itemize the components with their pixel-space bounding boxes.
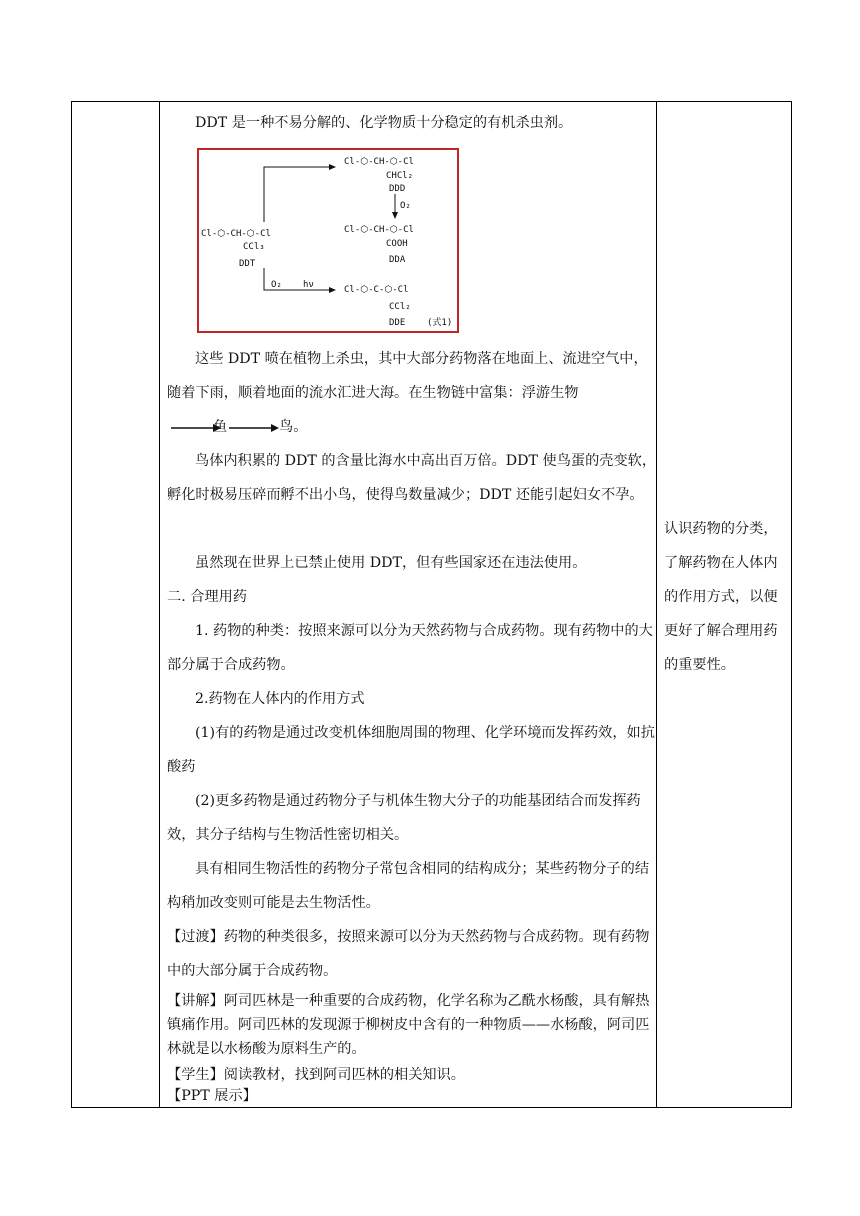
dda-substituent: COOH	[386, 239, 408, 249]
o2-label: O₂	[400, 201, 411, 211]
paragraph-action-2: (2)更多药物是通过药物分子与机体生物大分子的功能基团结合而发挥药效，其分子结构与生物活性密切相关。	[167, 793, 641, 843]
paragraph-student: 【学生】阅读教材，找到阿司匹林的相关知识。	[167, 1067, 465, 1083]
arrowhead	[329, 287, 336, 293]
chain-arrow-icon	[229, 423, 279, 433]
equation-label: (式1)	[427, 318, 453, 328]
scheme-svg	[199, 150, 457, 331]
paragraph-action-heading: 2.药物在人体内的作用方式	[195, 691, 365, 707]
column-divider	[159, 102, 160, 1107]
lesson-table	[71, 101, 792, 1108]
paragraph-bird-effect: 鸟体内积累的 DDT 的含量比海水中高出百万倍。DDT 使鸟蛋的壳变软，孵化时极易压碎而孵不出小鸟，使得鸟数量减少；DDT 还能引起妇女不孕。	[167, 453, 657, 503]
paragraph-lecture: 【讲解】阿司匹林是一种重要的合成药物，化学名称为乙酰水杨酸，具有解热镇痛作用。阿司匹林的发现源于柳树皮中含有的一种物质——水杨酸，阿司匹林就是以水杨酸为原料生产的。	[167, 993, 650, 1057]
arrow-o2-label: O₂	[271, 280, 282, 290]
arrow-hv-label: hν	[303, 280, 314, 290]
paragraph-action-1: (1)有的药物是通过改变机体细胞周围的物理、化学环境而发挥药效，如抗酸药	[167, 725, 655, 775]
ddt-substituent: CCl₃	[243, 242, 265, 252]
ddd-formula: Cl-⬡-CH-⬡-Cl	[344, 157, 414, 167]
paragraph-transition: 【过渡】药物的种类很多，按照来源可以分为天然药物与合成药物。现有药物中的大部分属于合成药物。	[167, 929, 650, 979]
paragraph-ban: 虽然现在世界上已禁止使用 DDT，但有些国家还在违法使用。	[195, 555, 587, 571]
ddt-label: DDT	[239, 259, 256, 269]
paragraph-ppt: 【PPT 展示】	[167, 1088, 257, 1104]
tag-student: 【学生】	[167, 1067, 224, 1083]
paragraph-ddt-intro: DDT 是一种不易分解的、化学物质十分稳定的有机杀虫剂。	[195, 115, 573, 131]
paragraph-structure: 具有相同生物活性的药物分子常包含相同的结构成分；某些药物分子的结构稍加改变则可能是去生物活性。	[167, 861, 650, 911]
dda-label: DDA	[389, 255, 406, 265]
tag-lecture: 【讲解】	[167, 993, 224, 1009]
paragraph-drug-types: 1. 药物的种类：按照来源可以分为天然药物与合成药物。现有药物中的大部分属于合成药物。	[167, 623, 653, 673]
dde-label: DDE	[389, 318, 406, 328]
food-chain-line	[167, 410, 657, 444]
arrowhead	[329, 164, 336, 170]
dda-formula: Cl-⬡-CH-⬡-Cl	[344, 225, 414, 235]
ddt-formula: Cl-⬡-CH-⬡-Cl	[201, 229, 271, 239]
tag-transition: 【过渡】	[167, 929, 224, 945]
ddd-substituent: CHCl₂	[386, 171, 414, 181]
objective-cell: 认识药物的分类，了解药物在人体内的作用方式，以便更好了解合理用药的重要性。	[664, 521, 778, 673]
dde-substituent: CCl₂	[389, 302, 411, 312]
section-heading: 二. 合理用药	[167, 589, 247, 605]
arrowhead	[392, 212, 398, 219]
paragraph-ddt-spread: 这些 DDT 喷在植物上杀虫，其中大部分药物落在地面上、流进空气中，随着下雨，顺着地面的流水汇进大海。在生物链中富集：浮游生物	[167, 351, 648, 401]
arrow-to-ddd	[264, 167, 329, 222]
chain-bird: 鸟。	[279, 419, 308, 435]
ddd-label: DDD	[389, 184, 406, 194]
ddt-degradation-scheme	[197, 148, 459, 333]
dde-formula: Cl-⬡-C-⬡-Cl	[344, 285, 409, 295]
chain-fish: 鱼	[213, 419, 228, 435]
